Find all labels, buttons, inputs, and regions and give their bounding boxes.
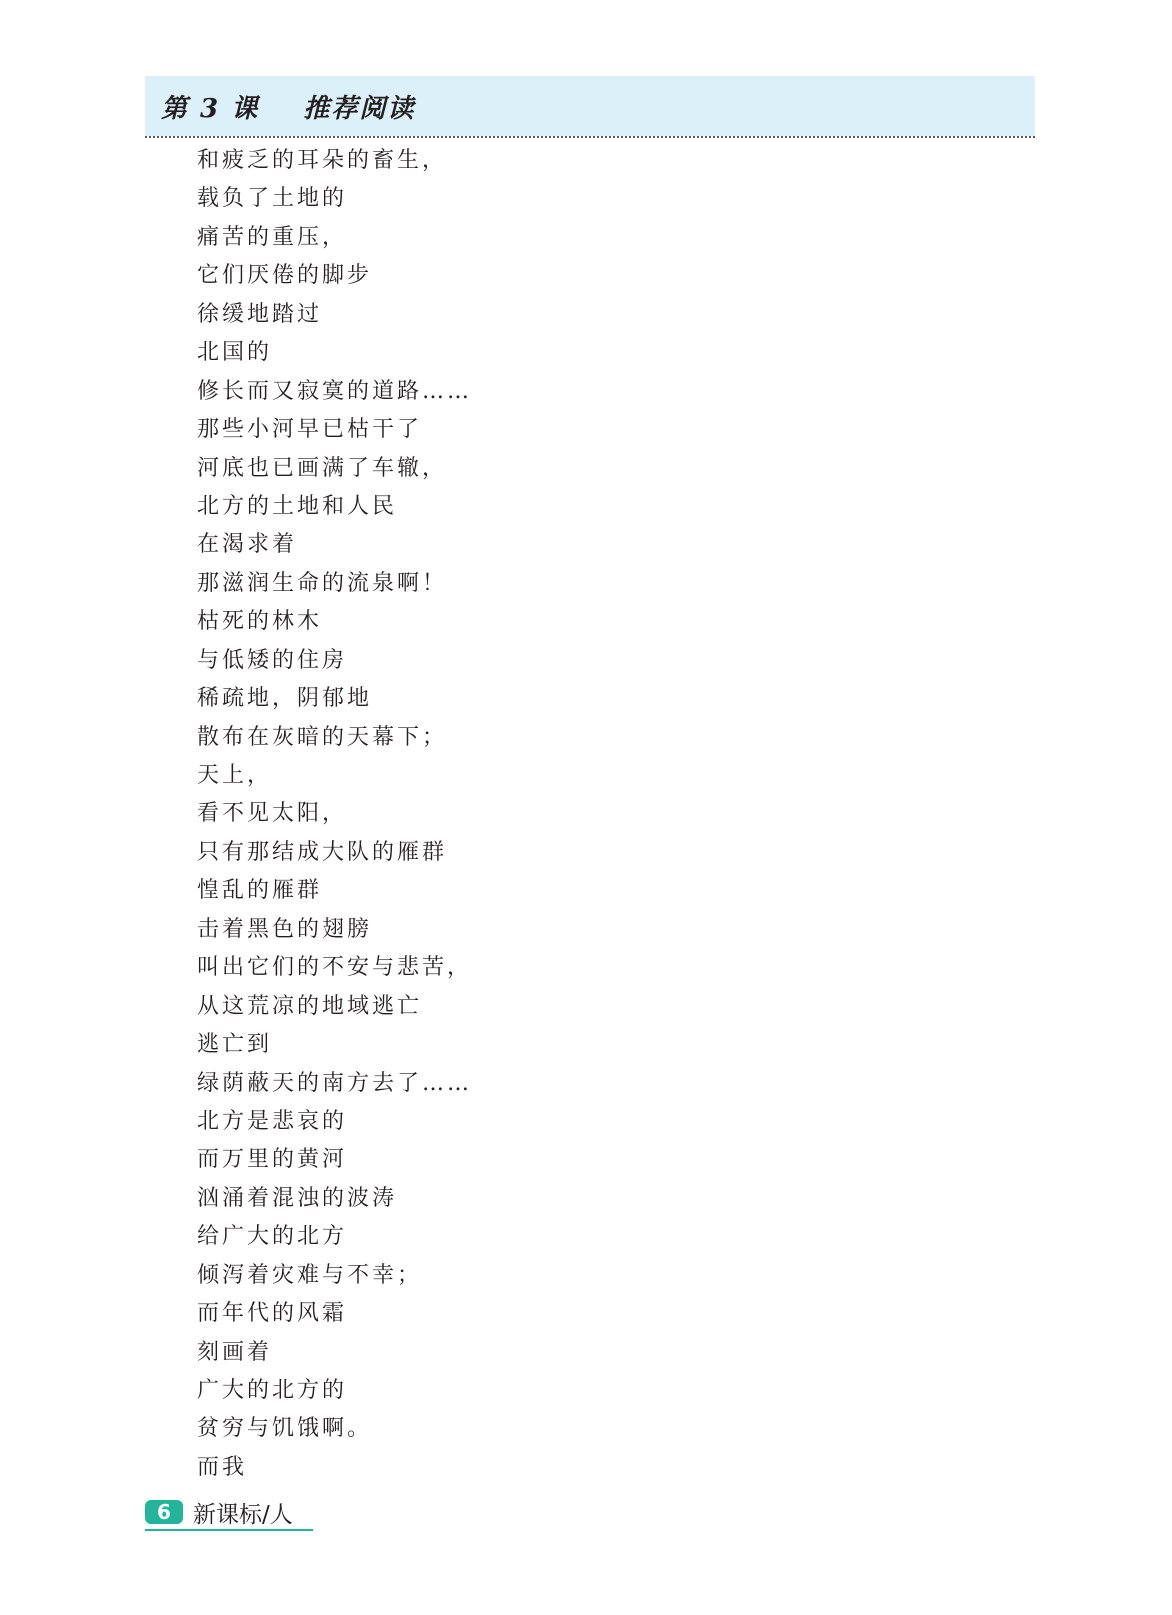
header-divider <box>145 136 1035 138</box>
poem-line: 散布在灰暗的天幕下； <box>197 724 448 750</box>
poem-line: 而年代的风霜 <box>197 1301 348 1327</box>
poem-line: 徐缓地踏过 <box>197 301 323 327</box>
poem-line: 北方的土地和人民 <box>197 493 398 519</box>
poem-line: 而我 <box>197 1454 248 1480</box>
poem-line: 叫出它们的不安与悲苦， <box>197 955 473 981</box>
poem-line: 惶乱的雁群 <box>197 878 323 904</box>
poem-line: 广大的北方的 <box>197 1378 348 1403</box>
poem-line: 看不见太阳， <box>197 801 348 827</box>
poem-line: 河底也已画满了车辙， <box>197 455 448 481</box>
poem-line: 绿荫蔽天的南方去了…… <box>197 1070 473 1096</box>
poem-line: 与低矮的住房 <box>197 647 348 673</box>
footer-underline <box>145 1529 313 1531</box>
poem-line: 枯死的林木 <box>197 609 323 635</box>
poem-text <box>197 142 472 1487</box>
poem-line: 它们厌倦的脚步 <box>197 263 373 289</box>
poem-line: 汹涌着混浊的波涛 <box>197 1185 398 1211</box>
poem-line: 修长而又寂寞的道路…… <box>197 378 473 404</box>
footer-label: 新课标/人 <box>193 1501 293 1528</box>
poem-line: 而万里的黄河 <box>197 1147 348 1173</box>
poem-line: 逃亡到 <box>197 1032 273 1058</box>
page-number: 6 <box>145 1500 183 1524</box>
lesson-header <box>145 76 1035 136</box>
page-footer <box>145 1497 293 1527</box>
poem-line: 倾泻着灾难与不幸； <box>197 1262 423 1288</box>
poem-line: 稀疏地，阴郁地 <box>197 686 373 712</box>
poem-line: 刻画着 <box>197 1339 273 1365</box>
poem-line: 北国的 <box>197 340 273 366</box>
poem-line: 北方是悲哀的 <box>197 1108 348 1134</box>
poem-line: 那滋润生命的流泉啊！ <box>197 570 448 596</box>
poem-line: 给广大的北方 <box>197 1224 348 1250</box>
poem-line: 从这荒凉的地域逃亡 <box>197 993 423 1019</box>
poem-line: 在渴求着 <box>197 532 298 558</box>
poem-line: 痛苦的重压， <box>197 224 348 250</box>
lesson-title: 第 3 课 推荐阅读 <box>161 94 416 124</box>
poem-line: 击着黑色的翅膀 <box>197 916 373 942</box>
poem-line: 贫穷与饥饿啊。 <box>197 1416 373 1442</box>
poem-line: 只有那结成大队的雁群 <box>197 839 448 865</box>
poem-line: 天上， <box>197 763 273 788</box>
poem-line: 载负了土地的 <box>197 186 348 212</box>
poem-line: 和疲乏的耳朵的畜生， <box>197 148 448 173</box>
poem-line: 那些小河早已枯干了 <box>197 417 423 443</box>
